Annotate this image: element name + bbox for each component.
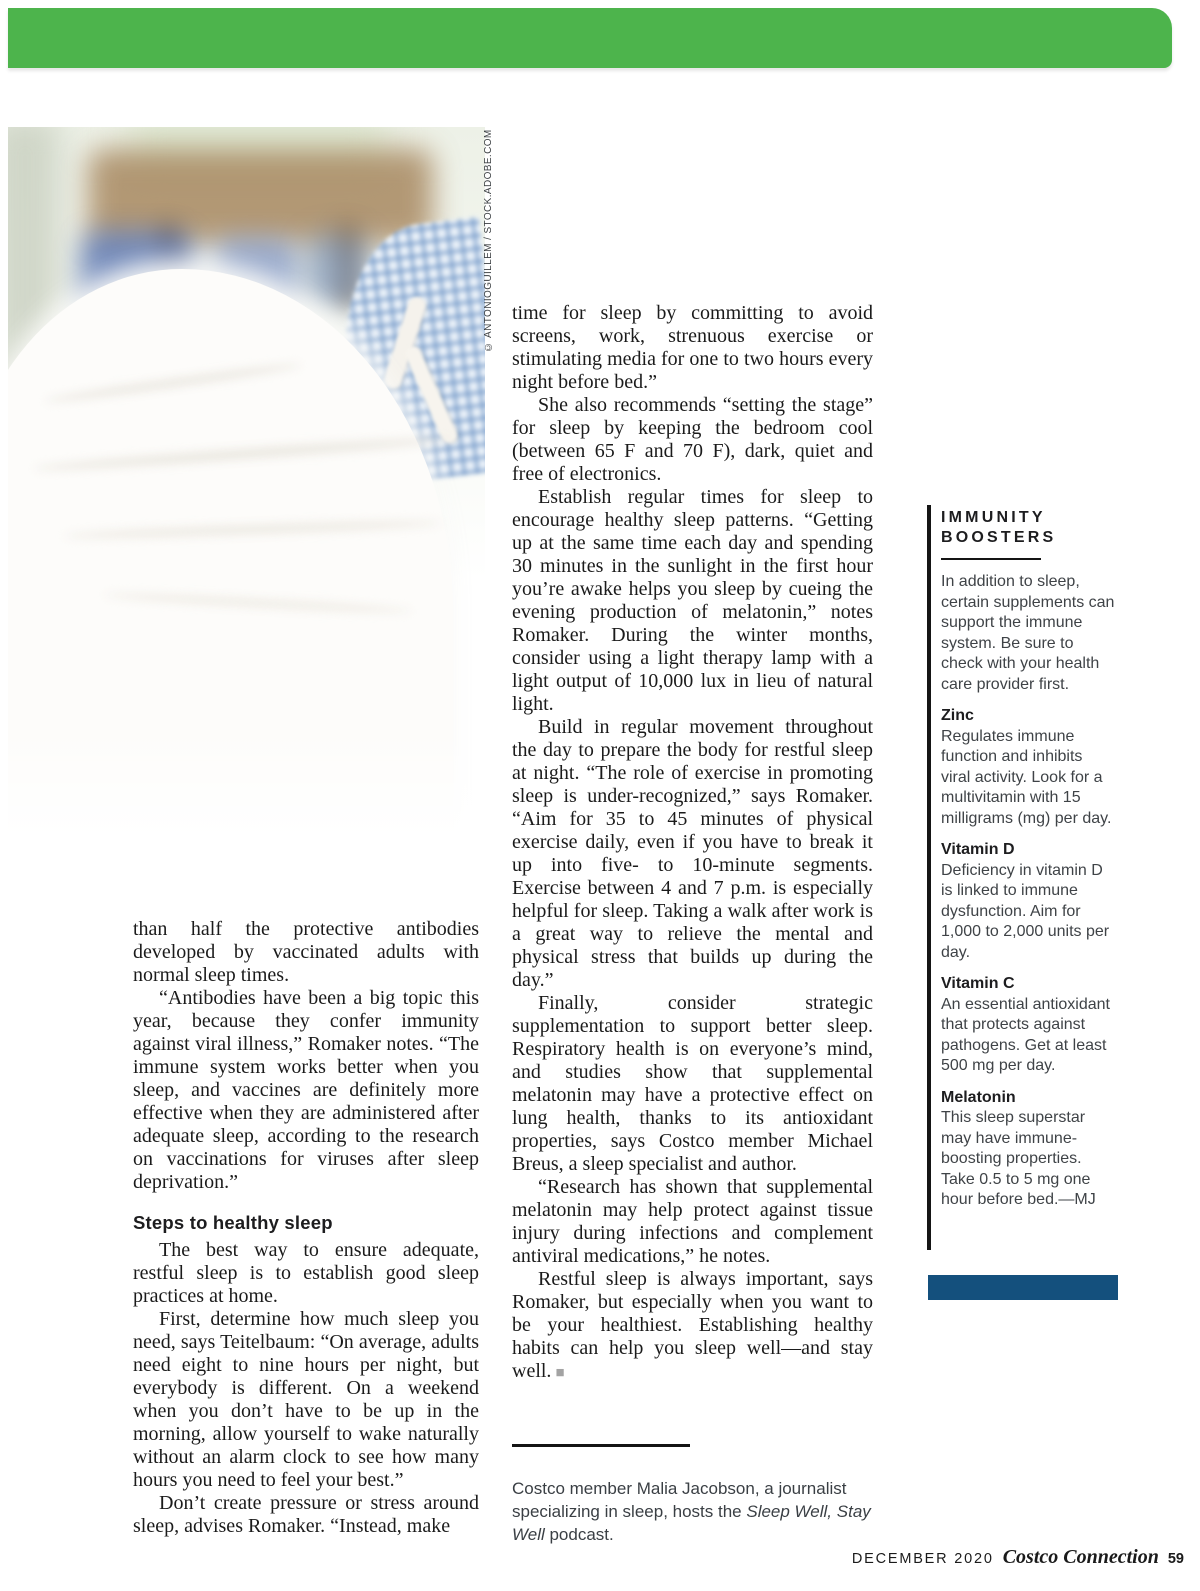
sidebar-item-name: Melatonin xyxy=(941,1088,1016,1106)
sidebar-item-name: Zinc xyxy=(941,707,974,724)
article-paragraph: First, determine how much sleep you need, says Teitelbaum: “On average, adults need eight to nine hours per night, but everybody is different. On a weekend when you don’t have to be up in the morning, allow yourself to wake naturally without an alarm clock to see how many hours you need to feel your best.” xyxy=(133,1308,479,1491)
author-bio-text: podcast. xyxy=(544,1525,614,1544)
article-column-left xyxy=(133,918,479,1538)
article-paragraph: “Antibodies have been a big topic this year, because they confer immunity against viral illness,” Romaker notes. “The immune system works better when you sleep, and vaccines are definitely more effective when they are administered after adequate sleep, according to the research on vaccinations for viruses after sleep deprivation.” xyxy=(133,987,479,1193)
footer-page-number: 59 xyxy=(1167,1551,1184,1567)
sidebar-title-line2: BOOSTERS xyxy=(941,529,1057,546)
footer-magazine-name: Costco Connection xyxy=(1002,1546,1159,1568)
article-paragraph: Don’t create pressure or stress around sleep, advises Romaker. “Instead, make xyxy=(133,1492,479,1537)
sidebar-title xyxy=(941,508,1115,548)
immunity-boosters-sidebar xyxy=(941,508,1115,1211)
author-bio xyxy=(512,1477,884,1546)
article-paragraph: Build in regular movement throughout the day to prepare the body for restful sleep at night. “The role of exercise in promoting sleep is under-recognized,” says Romaker. “Aim for 35 to 45 minutes of physical exercise daily, even if you have to break it up into five- to 10-minute segments. Exercise between 4 and 7 p.m. is especially helpful for sleep. Taking a walk after work is a great way to relieve the mental and physical stress that builds up during the day.” xyxy=(512,716,873,991)
article-column-middle xyxy=(512,302,873,1385)
sidebar-title-rule xyxy=(941,558,1041,560)
article-paragraph: Finally, consider strategic supplementation to support better sleep. Respiratory health is on everyone’s mind, and studies show that supplemental melatonin may have a protective effect on lung health, thanks to its antioxidant properties, says Costco member Michael Breus, a sleep specialist and author. xyxy=(512,992,873,1175)
article-paragraph: Establish regular times for sleep to encourage healthy sleep patterns. “Getting up at the same time each day and spending 30 minutes in the sunlight in the first hour you’re awake helps you sleep by cueing the evening production of melatonin,” notes Romaker. During the winter months, consider using a light therapy lamp with a light output of 10,000 lux in lieu of natural light. xyxy=(512,486,873,715)
sidebar-item-vitamin-c xyxy=(941,974,1115,1077)
sidebar-item-melatonin xyxy=(941,1088,1115,1211)
sidebar-intro: In addition to sleep, certain supplements can support the immune system. Be sure to check with your health care provider first. xyxy=(941,573,1115,693)
author-bio-text: Costco member Malia Jacobson, a journalist specializing in sleep, hosts the xyxy=(512,1479,847,1521)
article-paragraph: The best way to ensure adequate, restful sleep is to establish good sleep practices at home. xyxy=(133,1239,479,1307)
page-footer xyxy=(852,1546,1184,1569)
sleep-photo xyxy=(8,127,485,858)
article-paragraph: than half the protective antibodies developed by vaccinated adults with normal sleep times. xyxy=(133,918,479,986)
article-paragraph-text: Restful sleep is always important, says Romaker, but especially when you want to be your healthiest. Establishing healthy habits can help you sleep well—and stay well. xyxy=(512,1268,873,1382)
article-end-mark: ■ xyxy=(555,1365,565,1381)
sidebar-item-text: Regulates immune function and inhibits viral activity. Look for a multivitamin with 15 milligrams (mg) per day. xyxy=(941,727,1112,827)
article-paragraph xyxy=(512,1268,873,1385)
photo-bottom-fade xyxy=(8,728,485,858)
sidebar-item-name: Vitamin D xyxy=(941,841,1015,858)
sidebar-blue-accent-bar xyxy=(928,1275,1118,1300)
article-paragraph: time for sleep by committing to avoid screens, work, strenuous exercise or stimulating media for one to two hours every night before bed.” xyxy=(512,302,873,393)
sidebar-item-text: An essential antioxidant that protects against pathogens. Get at least 500 mg per day. xyxy=(941,995,1110,1074)
article-paragraph: “Research has shown that supplemental melatonin may help protect against tissue injury during infections and complement antiviral medications,” he notes. xyxy=(512,1176,873,1267)
header-green-bar xyxy=(8,8,1172,68)
footer-issue-date: DECEMBER 2020 xyxy=(851,1551,994,1567)
article-paragraph: She also recommends “setting the stage” for sleep by keeping the bedroom cool (between 65 F and 70 F), dark, quiet and free of electronics. xyxy=(512,394,873,485)
section-subhead: Steps to healthy sleep xyxy=(133,1212,333,1233)
sidebar-item-name: Vitamin C xyxy=(941,975,1015,992)
sidebar-item-vitamin-d xyxy=(941,840,1115,963)
podcast-title: Sleep Well, Stay Well xyxy=(512,1502,871,1544)
sidebar-item-text: Deficiency in vitamin D is linked to immune dysfunction. Aim for 1,000 to 2,000 units per day. xyxy=(941,861,1110,961)
author-bio-rule xyxy=(512,1444,690,1447)
photo-credit: © ANTONIOGUILLEM / STOCK.ADOBE.COM xyxy=(483,129,494,352)
sidebar-item-text: This sleep superstar may have immune-boosting properties. Take 0.5 to 5 mg one hour before bed.—MJ xyxy=(941,1109,1096,1208)
sidebar-vertical-rule xyxy=(927,505,931,1250)
sidebar-item-zinc xyxy=(941,706,1115,829)
sidebar-title-line1: IMMUNITY xyxy=(941,509,1046,526)
